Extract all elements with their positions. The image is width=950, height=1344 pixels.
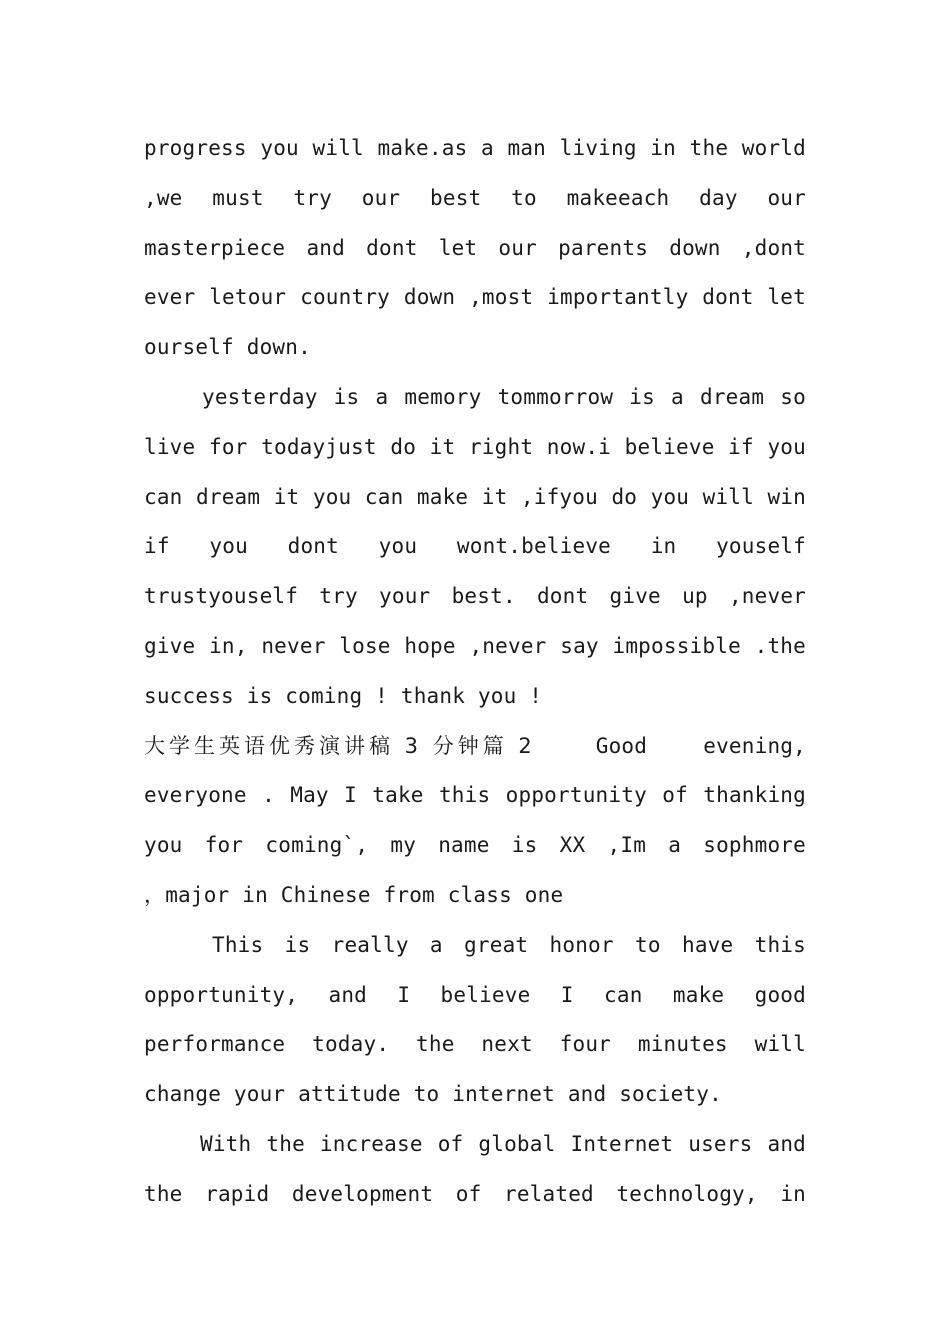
text-line: performance today. the next four minutes will <box>144 1032 806 1057</box>
paragraph <box>144 771 806 920</box>
text-line-tail: Good evening, <box>595 733 806 758</box>
section-heading: 大学生英语优秀演讲稿 3 分钟篇 2 <box>144 733 536 758</box>
text-line: opportunity, and I believe I can make good <box>144 982 806 1007</box>
text-line: give in, never lose hope ,never say impossible .the <box>144 633 806 658</box>
text-line: masterpiece and dont let our parents down ,dont <box>144 235 806 260</box>
text-line: yesterday is a memory tommorrow is a dream so <box>202 384 806 409</box>
text-line: live for todayjust do it right now.i believe if you <box>144 434 806 459</box>
text-line: the rapid development of related technology, in <box>144 1181 806 1206</box>
text-line: ,we must try our best to makeeach day our <box>144 185 806 210</box>
text-line: can dream it you can make it ,ifyou do you will win <box>144 484 806 509</box>
text-line: success is coming ! thank you ! <box>144 683 543 708</box>
text-line: you for coming`, my name is XX ,Im a sophmore <box>144 833 806 858</box>
paragraph <box>144 921 806 1120</box>
text-line: change your attitude to internet and society. <box>144 1082 722 1107</box>
text-line: progress you will make.as a man living in the world <box>144 136 806 160</box>
paragraph <box>144 373 806 722</box>
text-line: ，major in Chinese from class one <box>144 882 564 907</box>
text-line: With the increase of global Internet users and <box>200 1131 806 1156</box>
text-line: ourself down. <box>144 335 311 360</box>
text-line: ever letour country down ,most importantly dont let <box>144 285 806 310</box>
paragraph <box>144 124 806 373</box>
document-body <box>144 124 806 1220</box>
text-line: trustyouself try your best. dont give up ,never <box>144 584 806 609</box>
text-line: if you dont you wont.believe in youself <box>144 534 806 559</box>
section-heading-line <box>144 722 806 772</box>
text-line: everyone . May I take this opportunity of thanking <box>144 783 806 808</box>
paragraph <box>144 1120 806 1220</box>
text-line: This is really a great honor to have this <box>212 932 806 957</box>
